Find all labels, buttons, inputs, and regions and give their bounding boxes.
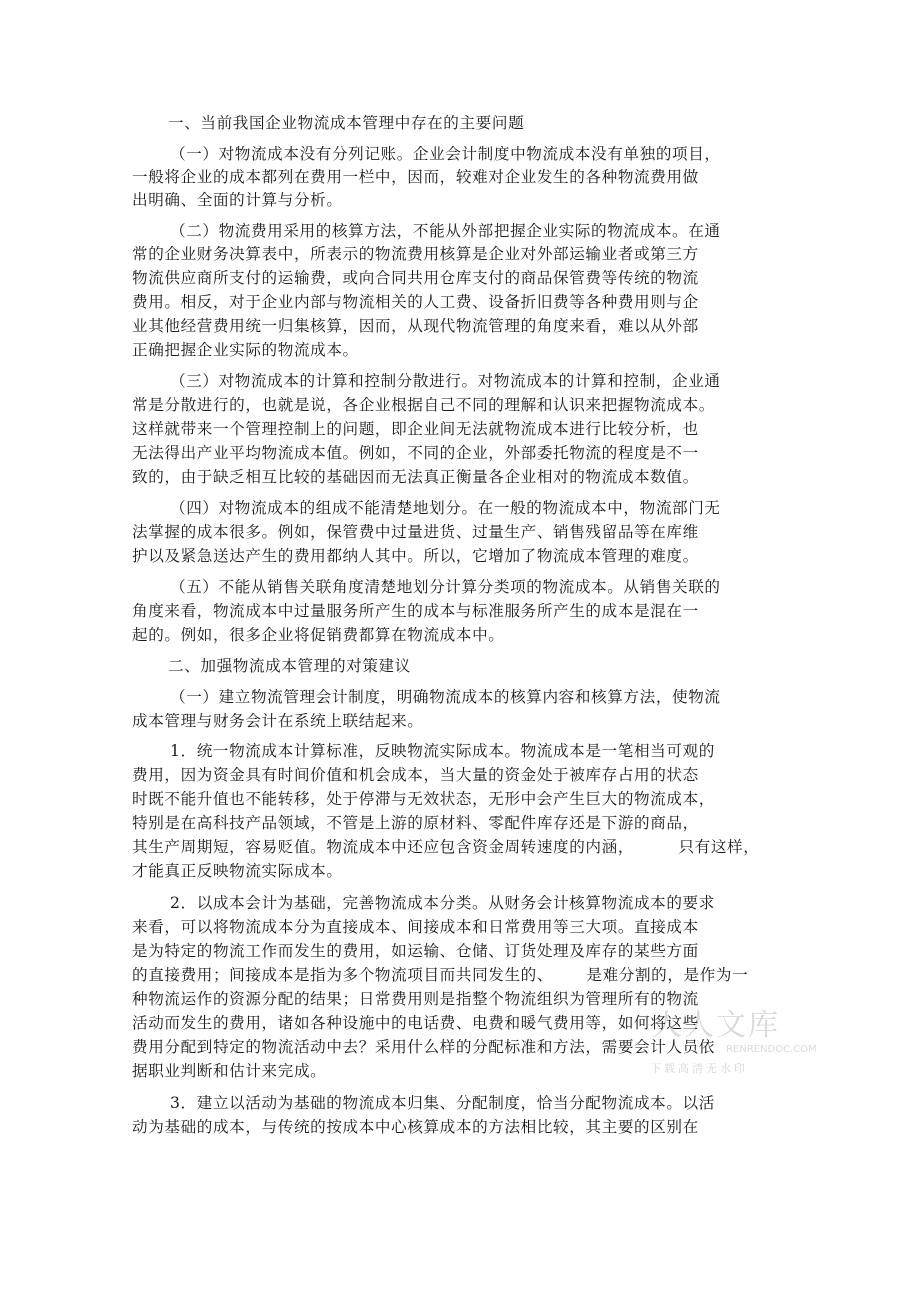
text-line: （一）对物流成本没有分列记账。企业会计制度中物流成本没有单独的项目，	[170, 145, 721, 163]
text-line: （三）对物流成本的计算和控制分散进行。对物流成本的计算和控制，企业通	[170, 372, 721, 390]
watermark-title: 人人文库	[652, 1008, 780, 1043]
text-line: 是为特定的物流工作而发生的费用，如运输、仓储、订货处理及库存的某些方面	[132, 942, 699, 960]
text-line: 3．建立以活动为基础的物流成本归集、分配制度，恰当分配物流成本。以活	[170, 1094, 715, 1112]
text-line: 2．以成本会计为基础，完善物流成本分类。从财务会计核算物流成本的要求	[170, 894, 715, 912]
text-line: 护以及紧急送达产生的费用都纳人其中。所以，它增加了物流成本管理的难度。	[132, 547, 699, 565]
text-line: （四）对物流成本的组成不能清楚地划分。在一般的物流成本中，物流部门无	[170, 499, 721, 517]
text-line: 动为基础的成本，与传统的按成本中心核算成本的方法相比较，其主要的区别在	[132, 1118, 699, 1136]
text-line: 一、当前我国企业物流成本管理中存在的主要问题	[168, 114, 525, 132]
text-line: （一）建立物流管理会计制度，明确物流成本的核算内容和核算方法，使物流	[170, 688, 721, 706]
text-line: 常的企业财务决算表中，所表示的物流费用核算是企业对外部运输业者或第三方	[132, 245, 699, 263]
text-line: （五）不能从销售关联角度清楚地划分计算分类项的物流成本。从销售关联的	[170, 578, 721, 596]
text-line: 二、加强物流成本管理的对策建议	[168, 657, 411, 675]
text-line: 1．统一物流成本计算标准，反映物流实际成本。物流成本是一笔相当可观的	[170, 742, 715, 760]
text-line: （二）物流费用采用的核算方法，不能从外部把握企业实际的物流成本。在通	[170, 222, 721, 240]
text-line: 正确把握企业实际的物流成本。	[132, 341, 359, 359]
text-line: 时既不能升值也不能转移，处于停滞与无效状态，无形中会产生巨大的物流成本，	[132, 790, 715, 808]
text-line: 其生产周期短，容易贬值。物流成本中还应包含资金周转速度的内涵， 只有这样，	[132, 838, 760, 856]
text-line: 致的，由于缺乏相互比较的基础因而无法真正衡量各企业相对的物流成本数值。	[132, 468, 699, 486]
watermark-site: RENRENDOC.COM	[726, 1044, 817, 1055]
text-line: 起的。例如，很多企业将促销费都算在物流成本中。	[132, 626, 505, 644]
text-line: 业其他经营费用统一归集核算，因而，从现代物流管理的角度来看，难以从外部	[132, 317, 699, 335]
watermark-subtitle: 下载高清无水印	[650, 1062, 748, 1075]
text-line: 这样就带来一个管理控制上的问题，即企业间无法就物流成本进行比较分析，也	[132, 420, 699, 438]
text-line: 才能真正反映物流实际成本。	[132, 862, 343, 880]
text-line: 的直接费用；间接成本是指为多个物流项目而共同发生的、 是难分割的，是作为一	[132, 966, 749, 984]
text-line: 常是分散进行的，也就是说，各企业根据自己不同的理解和认识来把握物流成本。	[132, 396, 715, 414]
text-line: 出明确、全面的计算与分析。	[132, 191, 343, 209]
text-line: 一般将企业的成本都列在费用一栏中，因而，较难对企业发生的各种物流费用做	[132, 168, 699, 186]
text-line: 物流供应商所支付的运输费，或向合同共用仓库支付的商品保管费等传统的物流	[132, 269, 699, 287]
text-line: 来看，可以将物流成本分为直接成本、间接成本和日常费用等三大项。直接成本	[132, 918, 699, 936]
text-line: 特别是在高科技产品领域，不管是上游的原材料、零配件库存还是下游的商品，	[132, 814, 699, 832]
text-line: 费用分配到特定的物流活动中去？采用什么样的分配标准和方法，需要会计人员依	[132, 1038, 715, 1056]
text-line: 角度来看，物流成本中过量服务所产生的成本与标准服务所产生的成本是混在一	[132, 602, 699, 620]
text-line: 据职业判断和估计来完成。	[132, 1062, 327, 1080]
text-line: 费用，因为资金具有时间价值和机会成本，当大量的资金处于被库存占用的状态	[132, 766, 699, 784]
text-line: 活动而发生的费用，诸如各种设施中的电话费、电费和暖气费用等，如何将这些	[132, 1014, 699, 1032]
text-line: 无法得出产业平均物流成本值。例如，不同的企业，外部委托物流的程度是不一	[132, 444, 699, 462]
text-line: 成本管理与财务会计在系统上联结起来。	[132, 712, 424, 730]
text-line: 种物流运作的资源分配的结果；日常费用则是指整个物流组织为管理所有的物流	[132, 990, 699, 1008]
text-line: 费用。相反，对于企业内部与物流相关的人工费、设备折旧费等各种费用则与企	[132, 293, 699, 311]
text-line: 法掌握的成本很多。例如，保管费中过量进货、过量生产、销售残留品等在库维	[132, 523, 699, 541]
watermark	[640, 1008, 817, 1080]
